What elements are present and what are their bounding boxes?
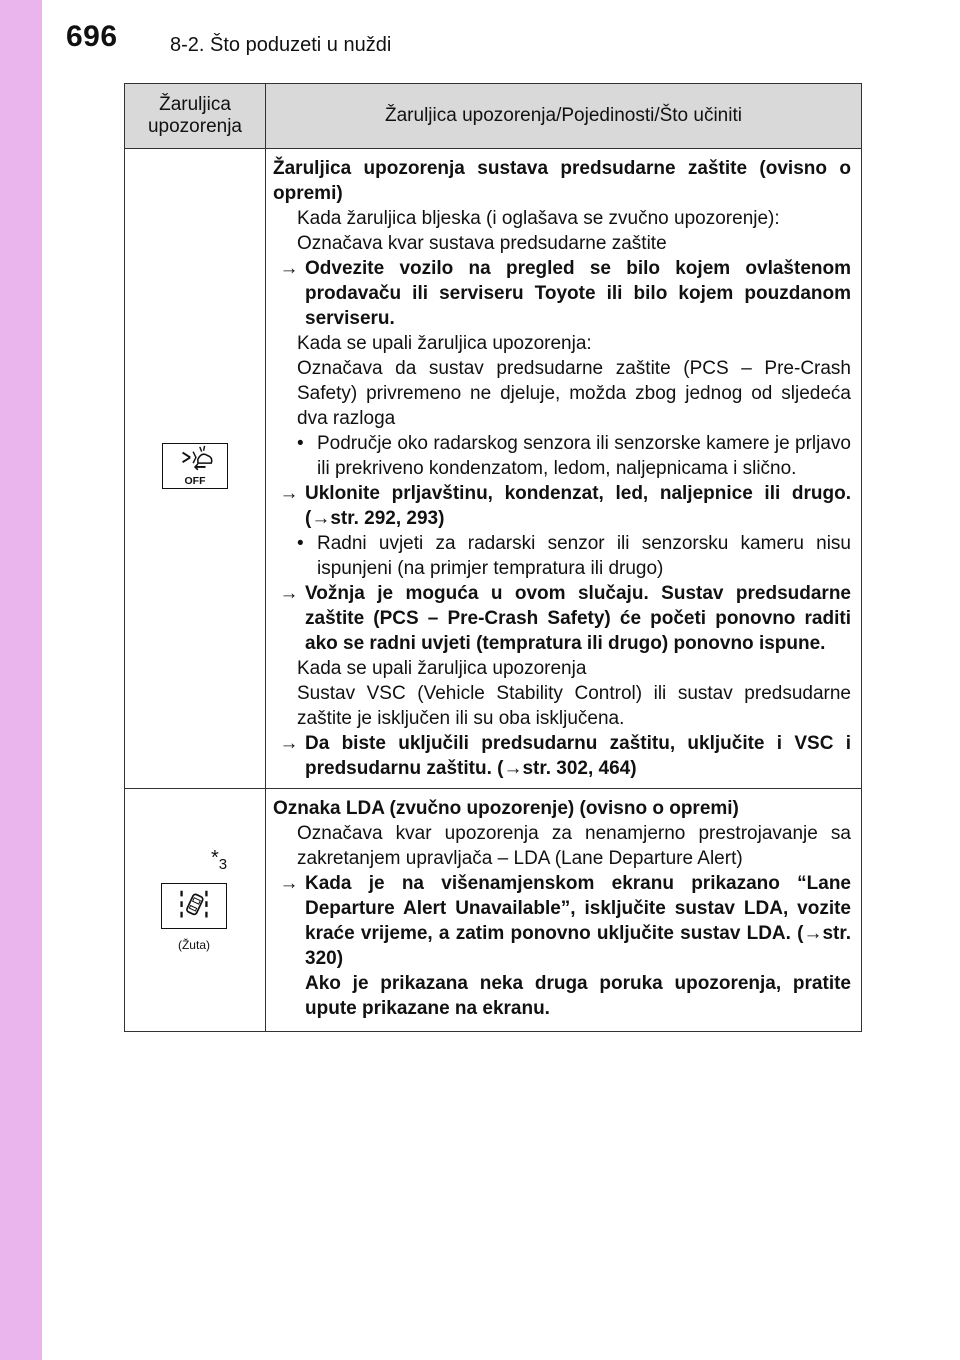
icon-color-caption: (Žuta) <box>177 938 210 952</box>
col2-header: Žaruljica upozorenja/Pojedinosti/Što učiniti <box>266 84 862 149</box>
action-item <box>273 731 851 781</box>
icon-cell <box>125 789 266 1032</box>
action-text <box>305 871 851 1021</box>
arrow-icon: → <box>279 873 299 894</box>
bullet-text: Radni uvjeti za radarski senzor ili senzorsku kameru nisu ispunjeni (na primjer tempratura ili drugo) <box>317 533 851 579</box>
bullet-icon: • <box>297 433 304 454</box>
bullet-icon: • <box>297 533 304 554</box>
table-header-row <box>125 84 862 149</box>
icon-cell <box>125 149 266 789</box>
svg-text:OFF: OFF <box>184 475 206 488</box>
col1-header-line1: Žaruljica <box>159 94 231 115</box>
action-text: Da biste uključili predsudarnu zaštitu, uključite i VSC i predsudarnu zaštitu. (→str. 302, 464) <box>305 733 851 779</box>
footnote-star: * <box>211 847 219 869</box>
action-item <box>273 581 851 656</box>
lda-warning-icon <box>161 883 227 929</box>
action-item <box>273 256 851 331</box>
warning-lights-table <box>124 83 862 1032</box>
row1-p2: Označava kvar sustava predsudarne zaštite <box>297 233 667 254</box>
row1-p5: Kada se upali žaruljica upozorenja <box>297 658 587 679</box>
row2-p1: Označava kvar upozorenja za nenamjerno prestrojavanje sa zakretanjem upravljača – LDA (Lane Departure Alert) <box>297 823 851 869</box>
details-cell <box>266 149 862 789</box>
action-text-extra: Ako je prikazana neka druga poruka upozorenja, pratite upute prikazane na ekranu. <box>305 973 851 1019</box>
col1-header-line2: upozorenja <box>147 116 243 137</box>
side-tab-strip <box>0 0 42 1360</box>
lda-icon-group <box>161 883 227 952</box>
action-text: Uklonite prljavštinu, kondenzat, led, naljepnice ili drugo. (→str. 292, 293) <box>305 483 851 529</box>
action-text: Vožnja je moguća u ovom slučaju. Sustav predsudarne zaštite (PCS – Pre-Crash Safety) će početi ponovno raditi ako se radni uvjeti (tempratura ili drugo) ponovno ispune. <box>305 583 851 654</box>
footnote-marker <box>211 847 227 873</box>
bullet-item <box>273 431 851 481</box>
row1-p6: Sustav VSC (Vehicle Stability Control) ili sustav predsudarne zaštite je isključen ili su oba isključena. <box>297 683 851 729</box>
section-title: 8-2. Što poduzeti u nuždi <box>170 34 392 56</box>
table-row <box>125 789 862 1032</box>
arrow-icon: → <box>279 258 299 279</box>
arrow-icon: → <box>279 733 299 754</box>
row1-title: Žaruljica upozorenja sustava predsudarne zaštite (ovisno o opremi) <box>273 158 851 204</box>
details-cell <box>266 789 862 1032</box>
arrow-icon: → <box>279 483 299 504</box>
action-text: Odvezite vozilo na pregled se bilo kojem ovlaštenom prodavaču ili serviseru Toyote ili bilo kojem pouzdanom serviseru. <box>305 258 851 329</box>
arrow-icon: → <box>279 583 299 604</box>
footnote-number: 3 <box>218 856 228 873</box>
pcs-off-warning-icon <box>162 443 228 489</box>
table-row <box>125 149 862 789</box>
bullet-text: Područje oko radarskog senzora ili senzorske kamere je prljavo ili prekriveno kondenzatom, ledom, naljepnicama i slično. <box>317 433 851 479</box>
bullet-item <box>273 531 851 581</box>
action-text-main: Kada je na višenamjenskom ekranu prikazano “Lane Departure Alert Unavailable”, isključite sustav LDA, vozite kraće vrijeme, a zatim ponovno uključite sustav LDA. (→str. 320) <box>305 873 851 969</box>
row1-p4: Označava da sustav predsudarne zaštite (PCS – Pre-Crash Safety) privremeno ne djeluje, možda zbog jednog od sljedeća dva razloga <box>297 358 851 429</box>
row2-title: Oznaka LDA (zvučno upozorenje) (ovisno o opremi) <box>273 798 739 819</box>
page-number: 696 <box>66 20 118 53</box>
action-item <box>273 871 851 1021</box>
row1-p1: Kada žaruljica bljeska (i oglašava se zvučno upozorenje): <box>297 208 780 229</box>
col1-header <box>125 84 266 149</box>
row1-p3: Kada se upali žaruljica upozorenja: <box>297 333 592 354</box>
action-item <box>273 481 851 531</box>
